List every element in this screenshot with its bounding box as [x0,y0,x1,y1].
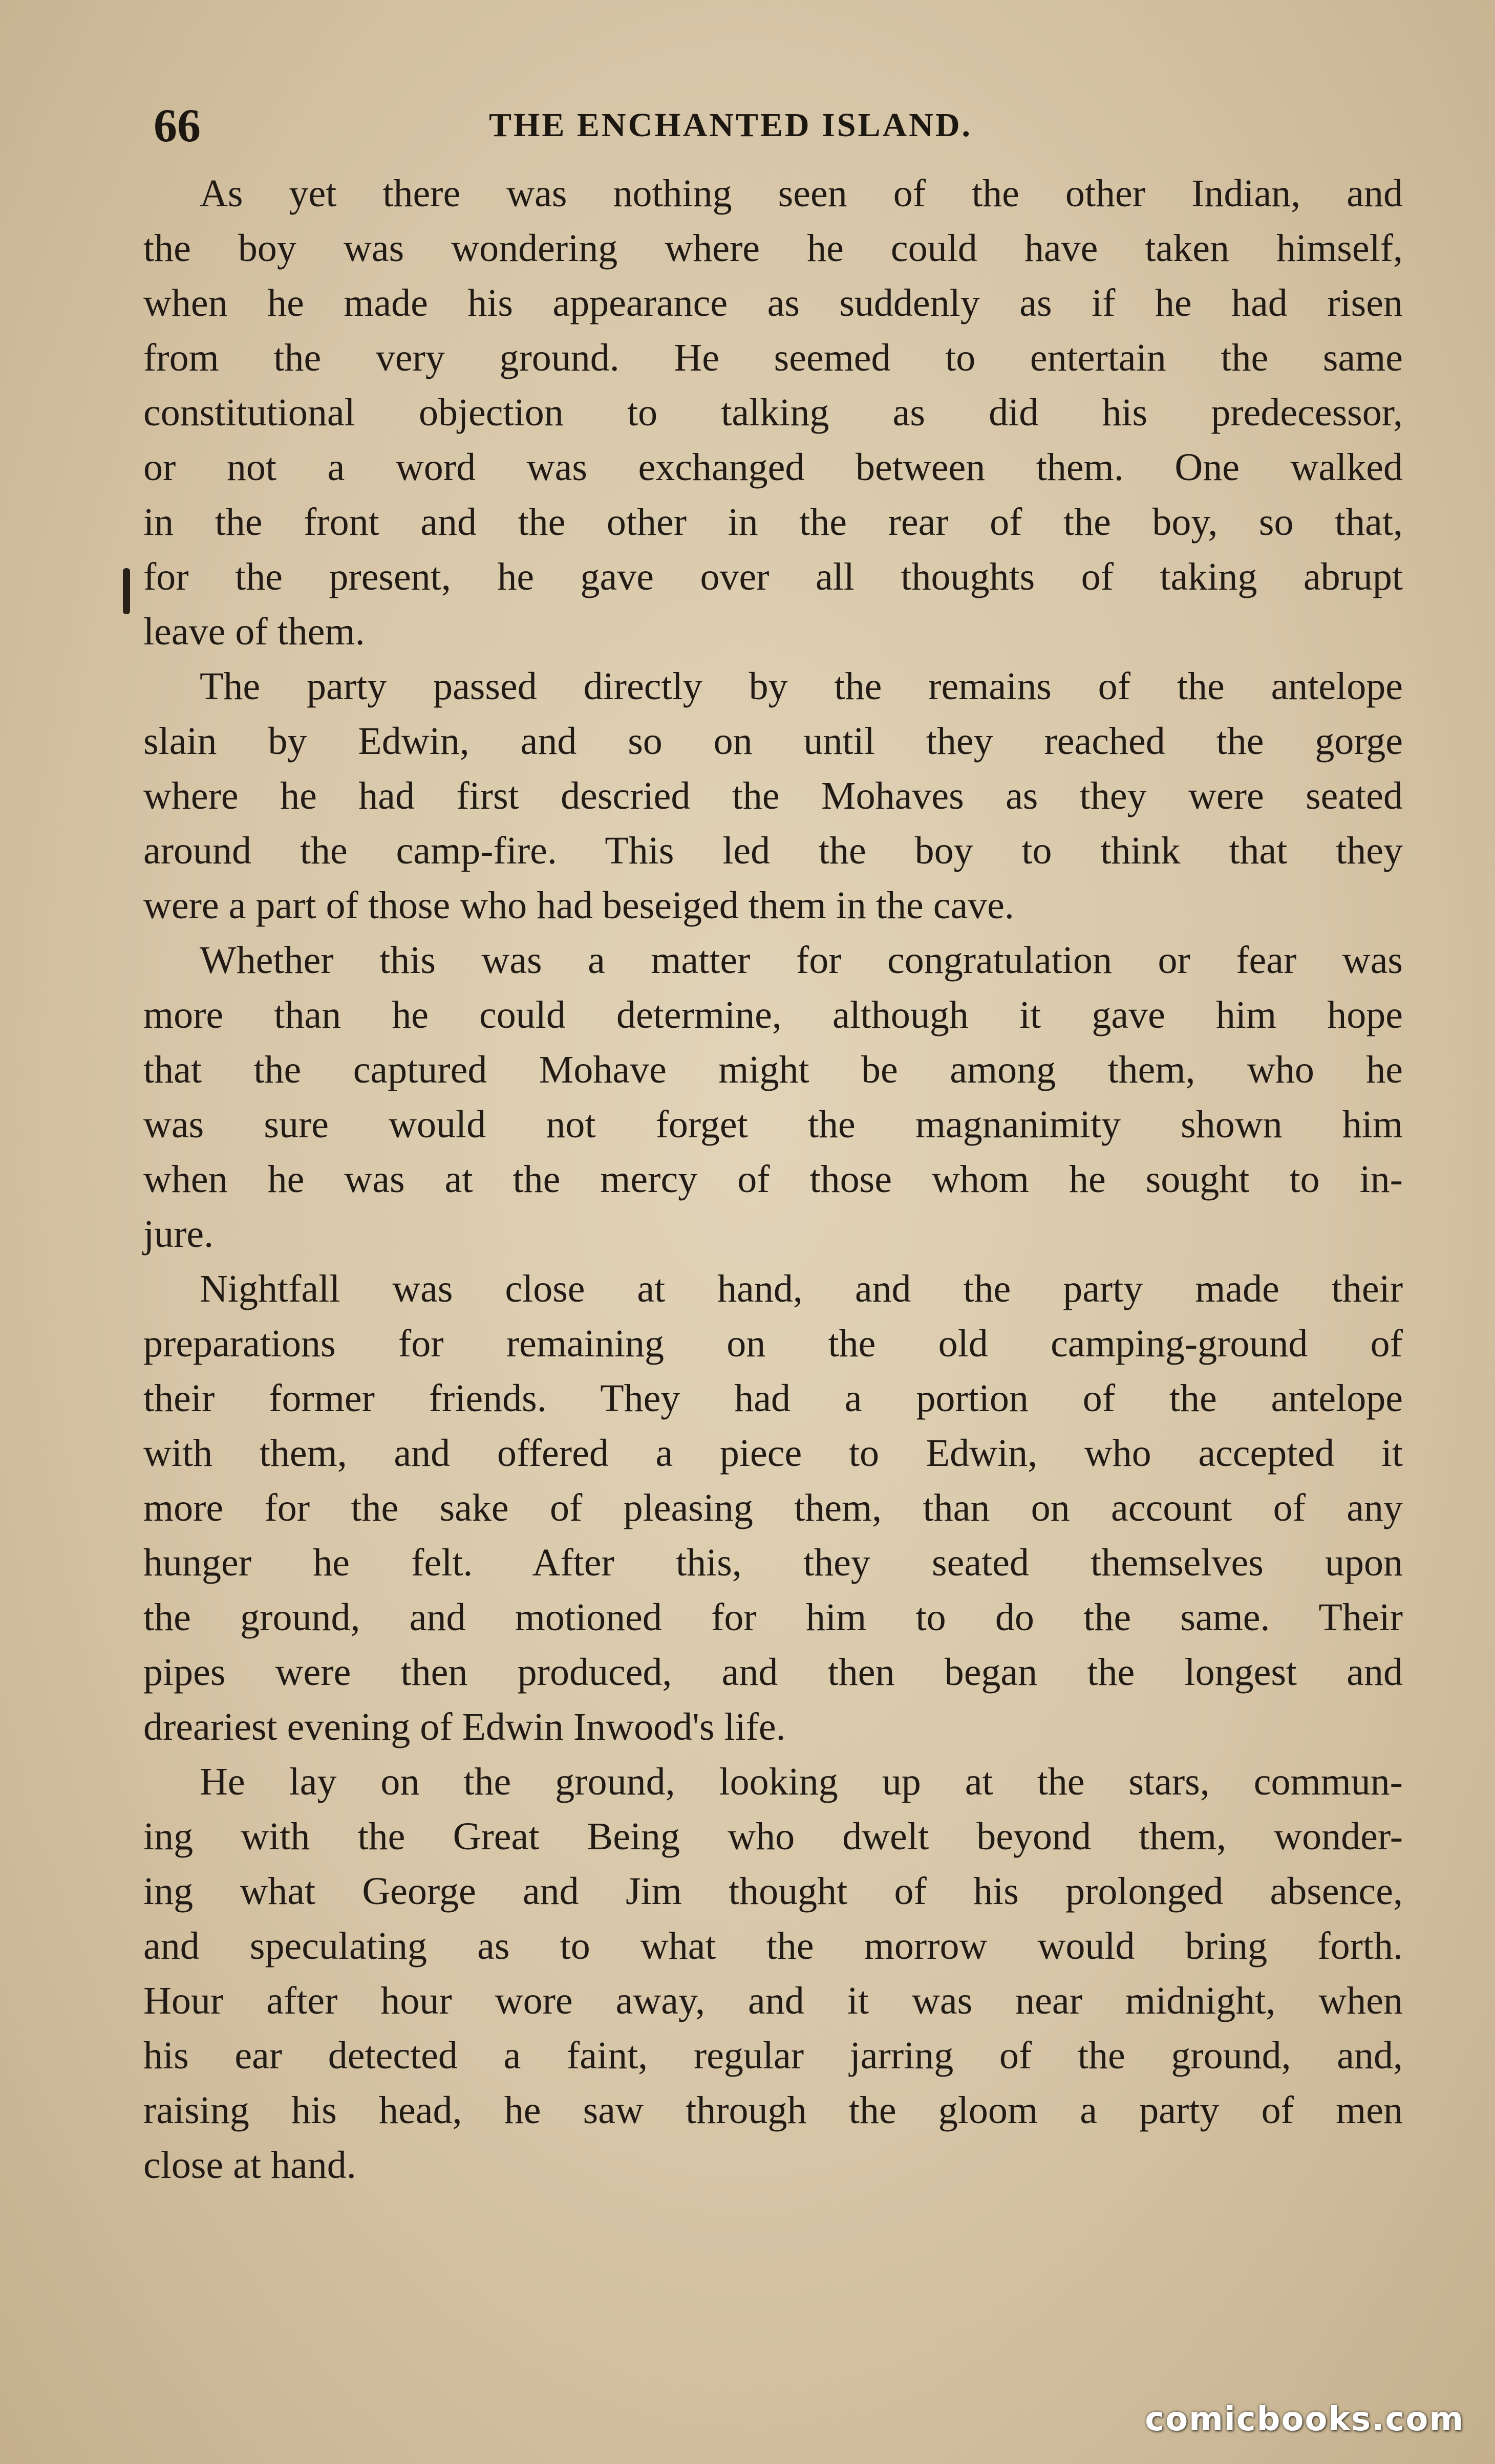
running-head: THE ENCHANTED ISLAND. [489,106,972,144]
text-line: close at hand. [143,2144,356,2187]
text-line: were a part of those who had beseiged them in the cave. [143,884,1014,927]
paragraph-2 [143,659,1403,933]
text-line: He lay on the ground, looking up at the stars, commun- [200,1760,1403,1803]
text-line: the boy was wondering where he could have taken himself, [143,227,1403,270]
paragraph-4 [143,1262,1403,1755]
text-line: the ground, and motioned for him to do the same. Their [143,1596,1403,1639]
text-line: more than he could determine, although it gave him hope [143,993,1403,1036]
text-line: raising his head, he saw through the gloom a party of men [143,2089,1403,2132]
text-line: from the very ground. He seemed to entertain the same [143,336,1403,379]
text-line: for the present, he gave over all thoughts of taking abrupt [143,555,1403,598]
text-line: pipes were then produced, and then began the longest and [143,1651,1403,1694]
text-line: constitutional objection to talking as did his predecessor, [143,391,1403,434]
text-line: in the front and the other in the rear of the boy, so that, [143,501,1403,544]
text-line: when he made his appearance as suddenly as if he had risen [143,282,1403,325]
text-line: Whether this was a matter for congratulation or fear was [200,939,1403,982]
watermark: comicbooks.com [1145,2401,1464,2438]
text-line: when he was at the mercy of those whom he sought to in- [143,1158,1403,1201]
text-line: Hour after hour wore away, and it was near midnight, when [143,1979,1403,2022]
text-line: preparations for remaining on the old camping-ground of [143,1322,1403,1365]
text-line: ing with the Great Being who dwelt beyond them, wonder- [143,1815,1403,1858]
text-line: their former friends. They had a portion of the antelope [143,1377,1403,1420]
text-line: where he had first descried the Mohaves as they were seated [143,774,1403,817]
text-line: or not a word was exchanged between them. One walked [143,446,1403,489]
paragraph-5 [143,1755,1403,2193]
text-line: was sure would not forget the magnanimity shown him [143,1103,1403,1146]
text-line: dreariest evening of Edwin Inwood's life. [143,1705,786,1748]
page-header [154,95,1393,156]
text-line: ing what George and Jim thought of his prolonged absence, [143,1870,1403,1913]
text-line: with them, and offered a piece to Edwin, who accepted it [143,1432,1403,1475]
text-line: hunger he felt. After this, they seated themselves upon [143,1541,1403,1584]
body-text [143,166,1403,2193]
margin-mark [123,568,130,614]
text-line: that the captured Mohave might be among them, who he [143,1048,1403,1091]
text-line: The party passed directly by the remains of the antelope [200,665,1403,708]
text-line: around the camp-fire. This led the boy to think that they [143,829,1403,872]
paragraph-1 [143,166,1403,659]
text-line: As yet there was nothing seen of the other Indian, and [200,172,1403,215]
text-line: Nightfall was close at hand, and the party made their [200,1267,1403,1310]
text-line: his ear detected a faint, regular jarring of the ground, and, [143,2034,1403,2077]
page-number: 66 [154,99,201,152]
paragraph-3 [143,933,1403,1262]
text-line: more for the sake of pleasing them, than on account of any [143,1486,1403,1529]
text-line: leave of them. [143,610,365,653]
text-line: and speculating as to what the morrow would bring forth. [143,1925,1403,1968]
text-line: jure. [143,1213,214,1256]
text-line: slain by Edwin, and so on until they reached the gorge [143,720,1403,763]
